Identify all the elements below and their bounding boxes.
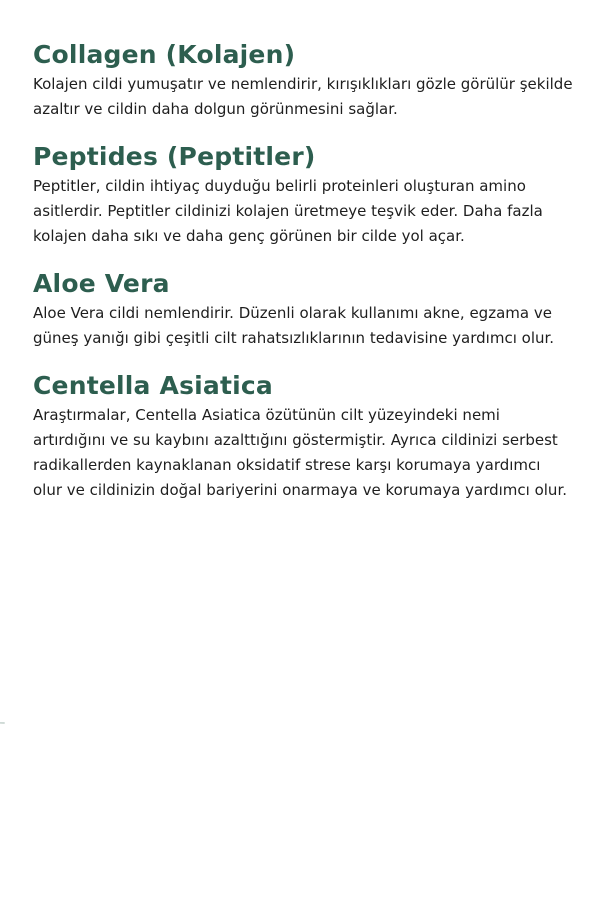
section-title-peptides: Peptides (Peptitler) bbox=[33, 142, 316, 171]
section-collagen bbox=[33, 40, 573, 122]
ingredient-list bbox=[33, 40, 573, 523]
section-body-aloe-vera: Aloe Vera cildi nemlendirir. Düzenli olarak kullanımı akne, egzama ve güneş yanığı gibi çeşitli cilt rahatsızlıklarının tedavisine yardımcı olur. bbox=[33, 304, 555, 347]
hexagon-mesh-icon bbox=[0, 700, 600, 900]
section-title-collagen: Collagen (Kolajen) bbox=[33, 40, 296, 69]
section-centella-asiatica bbox=[33, 371, 573, 503]
section-title-centella-asiatica: Centella Asiatica bbox=[33, 371, 273, 400]
hexagon-mesh-lines bbox=[0, 721, 5, 723]
section-title-aloe-vera: Aloe Vera bbox=[33, 269, 170, 298]
section-body-collagen: Kolajen cildi yumuşatır ve nemlendirir, kırışıklıkları gözle görülür şekilde azaltır ve cildin daha dolgun görünmesini sağlar. bbox=[33, 75, 573, 118]
section-peptides bbox=[33, 142, 573, 249]
section-aloe-vera bbox=[33, 269, 573, 351]
section-body-peptides: Peptitler, cildin ihtiyaç duyduğu belirli proteinleri oluşturan amino asitlerdir. Peptitler cildinizi kolajen üretmeye teşvik eder. Daha fazla kolajen daha sıkı ve daha genç görünen bir cilde yol açar. bbox=[33, 177, 543, 245]
section-body-centella-asiatica: Araştırmalar, Centella Asiatica özütünün cilt yüzeyindeki nemi artırdığını ve su kaybını azalttığını göstermiştir. Ayrıca cildinizi serbest radikallerden kaynaklanan oksidatif strese karşı korumaya yardımcı olur ve cildinizin doğal bariyerini onarmaya ve korumaya yardımcı olur. bbox=[33, 406, 568, 499]
